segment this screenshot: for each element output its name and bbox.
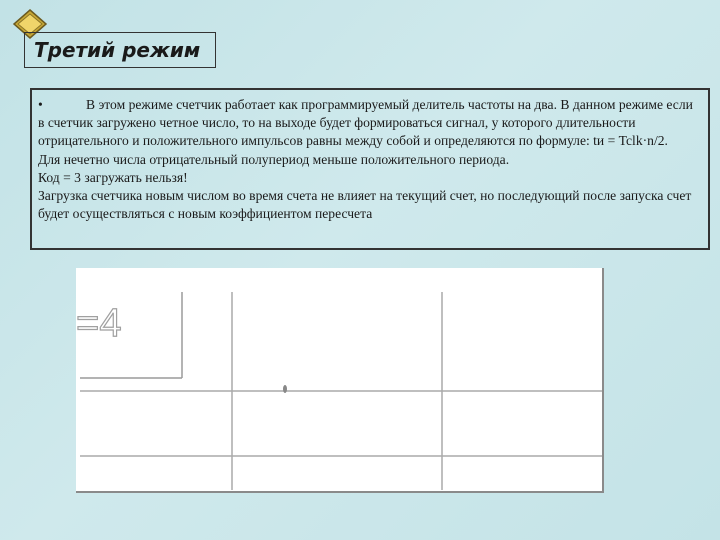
paragraph-4: Загрузка счетчика новым числом во время счета не влияет на текущий счет, но последующий после запуска счет будет осуществляться с новым коэффициентом пересчета	[38, 188, 692, 222]
paragraph-1	[38, 96, 700, 151]
paragraph-2: Для нечетно числа отрицательный полупериод меньше положительного периода.	[38, 151, 510, 167]
slide-title: Третий режим	[24, 32, 216, 68]
figure-label: =4	[76, 301, 122, 345]
center-dot	[283, 385, 287, 393]
content-box	[30, 88, 710, 250]
timing-diagram-figure	[76, 268, 604, 493]
paragraph-3: Код = 3 загружать нельзя!	[38, 169, 188, 185]
paragraph-1-text: В этом режиме счетчик работает как программируемый делитель частоты на два. В данном режиме если в счетчик загружено четное число, то на выходе будет формироваться сигнал, у которого длительности отрицательного и положительного импульсов равны между собой и определяются по формуле: tи = Tclk·n/2.	[38, 97, 693, 149]
bullet: •	[38, 97, 43, 112]
